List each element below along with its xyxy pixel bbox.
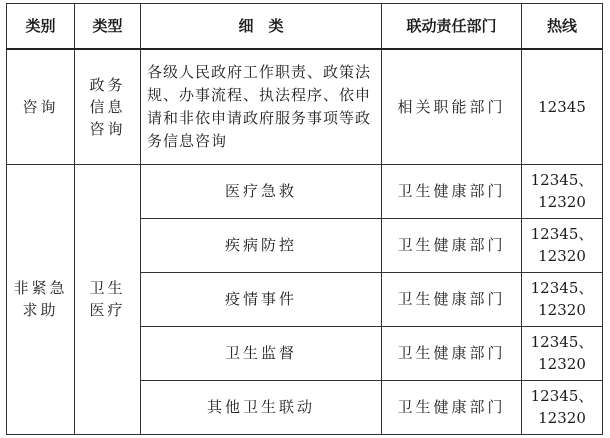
cell-department [382,165,522,219]
detail-text: 医疗急救 [224,182,297,201]
cell-detail-consult: 各级人民政府工作职责、政策法规、办事流程、执法程序、依申请和非依申请政府服务事项等政务信息咨询 [141,49,382,165]
cell-department [382,273,522,327]
type-line: 卫生 [89,279,126,298]
type-line: 医疗 [89,301,126,320]
cell-department [382,380,522,434]
cell-department-consult [382,49,522,165]
cell-detail [141,219,382,273]
table-row-consult [7,49,603,165]
department-text: 卫生健康部门 [397,397,506,416]
detail-text: 卫生监督 [224,343,297,362]
department-text: 卫生健康部门 [397,236,506,255]
type-consult-line: 信息 [89,97,126,116]
hotline-text [531,385,594,429]
hotline-text [531,331,594,375]
hotline-line: 12345、 [530,386,594,405]
cell-hotline [522,273,603,327]
cell-type-health [75,165,141,435]
cell-detail [141,380,382,434]
hotline-text [531,169,594,213]
type-consult-line: 咨询 [89,119,126,138]
hotline-line: 12320 [538,193,586,212]
category-line: 求助 [22,301,59,320]
cell-detail [141,273,382,327]
cell-department [382,327,522,381]
hotline-text [531,277,594,321]
header-row [7,4,603,50]
header-detail: 细 类 [141,4,382,50]
hotline-line: 12345、 [530,171,594,190]
type-consult-text [89,74,125,140]
type-consult-line: 政务 [89,75,126,94]
detail-text: 疫情事件 [224,290,297,309]
detail-text: 疾病防控 [224,236,297,255]
category-non-urgent-text [13,277,67,321]
cell-type-consult [75,49,141,165]
cell-hotline [522,219,603,273]
hotline-line: 12320 [538,301,586,320]
cell-hotline [522,165,603,219]
hotline-line: 12320 [538,354,586,373]
header-hotline: 热线 [522,4,603,50]
hotline-text [531,223,594,267]
cell-department [382,219,522,273]
cell-category-consult [7,49,75,165]
department-text: 卫生健康部门 [397,182,506,201]
cell-detail [141,327,382,381]
cell-detail [141,165,382,219]
category-line: 非紧急 [13,279,68,298]
header-type: 类型 [75,4,141,50]
hotline-consult-text: 12345 [538,97,586,116]
cell-category-non-urgent [7,165,75,435]
category-consult-text: 咨询 [22,97,59,116]
hotline-line: 12345、 [530,279,594,298]
department-text: 卫生健康部门 [397,343,506,362]
department-consult-text: 相关职能部门 [397,97,506,116]
department-text: 卫生健康部门 [397,290,506,309]
type-health-text [89,277,125,321]
cell-hotline-consult [522,49,603,165]
service-linkage-table [6,3,603,435]
hotline-line: 12320 [538,408,586,427]
header-department: 联动责任部门 [382,4,522,50]
detail-text: 其他卫生联动 [206,397,315,416]
hotline-line: 12320 [538,247,586,266]
hotline-line: 12345、 [530,225,594,244]
table-row [7,165,603,219]
hotline-line: 12345、 [530,332,594,351]
cell-hotline [522,380,603,434]
header-category: 类别 [7,4,75,50]
cell-hotline [522,327,603,381]
